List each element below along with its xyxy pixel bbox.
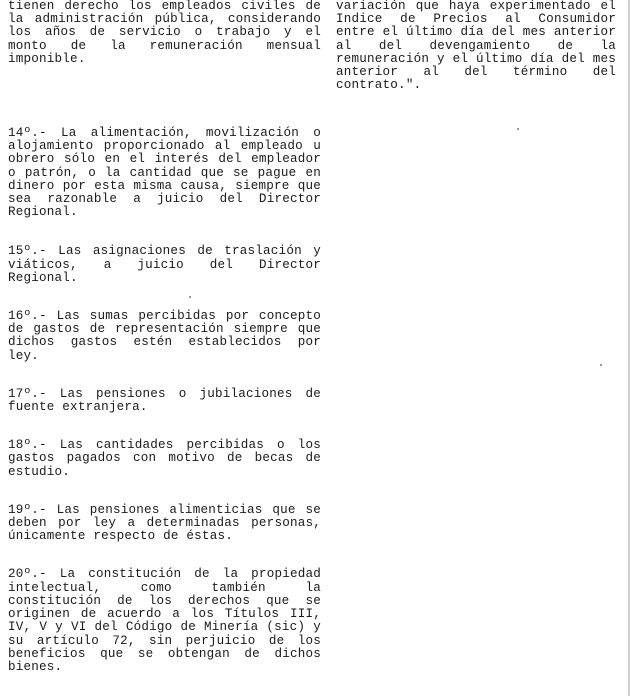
item-19: 19º.- Las pensiones alimenticias que se deben por ley a determinadas personas, únicamente respecto de éstas. xyxy=(8,502,321,544)
right-column xyxy=(336,0,616,92)
item-18: 18º.- Las cantidades percibidas o los gastos pagados con motivo de becas de estudio. xyxy=(8,438,321,479)
left-column xyxy=(8,0,321,674)
scan-speck xyxy=(517,128,519,130)
right-paragraph: variación que haya experimentado el Indice de Precios al Consumidor entre el último día del mes anterior al del devengamiento de la remuneración y el último día del mes anterior al del término del contrato.". xyxy=(336,0,616,93)
item-15: 15º.- Las asignaciones de traslación y viáticos, a juicio del Director Regional. xyxy=(8,244,321,285)
scan-speck xyxy=(189,296,191,298)
intro-paragraph: tienen derecho los empleados civiles de la administración pública, considerando los años de servicio o trabajo y el monto de la remuneración mensual imponible. xyxy=(8,0,321,66)
scan-speck xyxy=(600,364,602,366)
item-20: 20º.- La constitución de la propiedad intelectual, como también la constitución de los derechos que se originen de acuerdo a los Títulos III, IV, V y VI del Código de Minería (sic) y su artículo 72, sin perjuicio de los beneficios que se obtengan de dichos bienes. xyxy=(8,567,321,674)
item-17: 17º.- Las pensiones o jubilaciones de fuente extranjera. xyxy=(8,386,321,415)
item-14: 14º.- La alimentación, movilización o alojamiento proporcionado al empleado u obrero sólo en el interés del empleador o patrón, o la cantidad que se pague en dinero por esta misma causa, siempre que sea razonable a juicio del Director Regional. xyxy=(8,126,321,220)
item-16: 16º.- Las sumas percibidas por concepto de gastos de representación siempre que dichos gastos estén establecidos por ley. xyxy=(8,309,321,363)
